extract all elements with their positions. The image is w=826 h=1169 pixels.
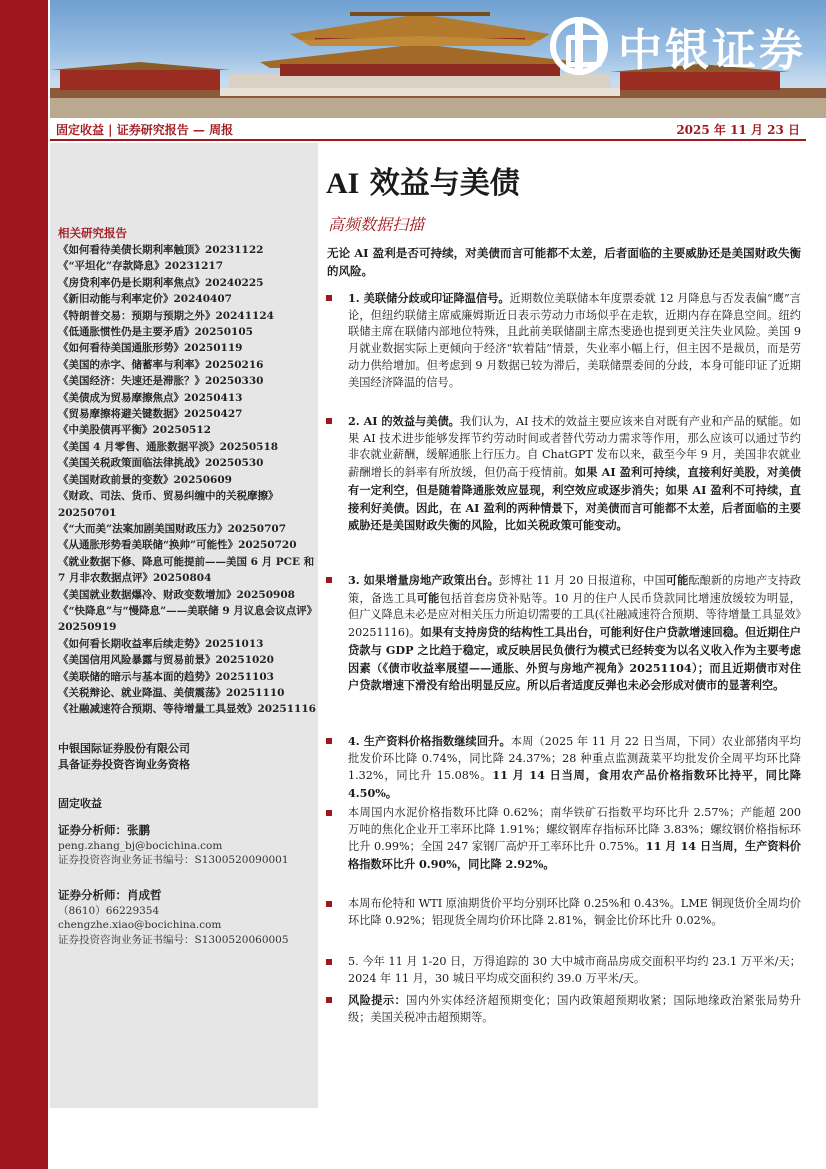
analyst-name: 证券分析师：肖成哲 (58, 888, 162, 902)
company-qualification: 具备证券投资咨询业务资格 (58, 758, 190, 771)
related-report-item[interactable]: 《低通胀惯性仍是主要矛盾》20250105 (58, 326, 253, 339)
point-body: 我们认为，AI 技术的效益主要应该来自对既有产业和产品的赋能。如果 AI 技术进步能够发挥节约劳动时间或者替代劳动力需求等作用，那么应该可以通过节约非农就业薪酬，缓解通胀上行压力。自 ChatGPT 发布以来，截至今年 9 月，美国非农就业薪酬增长的斜率有所放缓，但仍高于疫情前。 (348, 415, 801, 480)
point-body: 包括首套房贷补贴等。10 月的住户人民币贷款同比增速放缓较为明显，但广义降息未必是应对相关压力所迫切需要的工具(《社融减速符合预期、等待增量工具显效》20251116)。 (348, 591, 801, 640)
key-point (348, 805, 801, 874)
sector-label: 固定收益 (58, 797, 102, 810)
report-title-rest: 效益与美债 (359, 166, 520, 201)
bullet-square-icon (326, 997, 332, 1003)
point-heading: 2. AI 的效益与美债。 (348, 414, 460, 428)
bullet-square-icon (326, 959, 332, 965)
key-point (348, 413, 801, 535)
analyst-email[interactable]: chengzhe.xiao@bocichina.com (58, 919, 222, 931)
analyst-email[interactable]: peng.zhang_bj@bocichina.com (58, 839, 223, 852)
point-heading: 风险提示： (348, 993, 407, 1007)
related-reports-title: 相关研究报告 (58, 226, 127, 240)
bullet-square-icon (326, 295, 332, 301)
key-point (348, 954, 801, 987)
related-report-item[interactable]: 《美联储的暗示与基本面的趋势》20251103 (58, 670, 274, 683)
analyst-card (58, 888, 289, 947)
brand-name: 中银证券 (618, 25, 806, 76)
point-emphasis: 如果有支持房贷的结构性工具出台，可能利好住户贷款增速回稳。但近期住户贷款与 GDP 之比趋于稳定，或反映居民负债行为模式已经转变为以名义收入作为主要考虑因素（《债市收益率展望——通胀、外贸与房地产视角》20251104）；而且近期债市对住户贷款增速下滑没有给出明显反应。所以后者适度反弹也未必会形成对债市的显著利空。 (348, 625, 801, 693)
analyst-name: 证券分析师：张鹏 (58, 823, 150, 837)
point-emphasis: 可能 (416, 590, 440, 605)
report-title (326, 158, 520, 202)
bullet-square-icon (326, 901, 332, 907)
related-report-item[interactable]: 《财政、司法、货币、贸易纠缠中的关税摩擦》20250701 (58, 490, 279, 519)
bullet-square-icon (326, 810, 332, 816)
related-report-item[interactable]: 《如何看待美国通胀形势》20250119 (58, 342, 243, 355)
related-report-item[interactable]: 《如何看长期收益率后续走势》20251013 (58, 637, 264, 650)
related-report-item[interactable]: 《关税辩论、就业降温、美债震荡》20251110 (58, 686, 285, 699)
point-heading: 1. 美联储分歧或印证降温信号。 (348, 291, 510, 305)
brand-logo (550, 14, 806, 78)
analyst-card (58, 823, 289, 868)
point-emphasis: 11 月 14 日当周，食用农产品价格指数环比持平，同比降 4.50%。 (348, 768, 801, 801)
related-report-item[interactable]: 《美国关税政策面临法律挑战》20250530 (58, 457, 264, 470)
point-body: 本周国内水泥价格指数环比降 0.62%；南华铁矿石指数平均环比升 2.57%；产能超 200 万吨的焦化企业开工率环比降 1.91%；螺纹钢库存指标环比降 3.83%；螺纹钢价格指标环比升 0.99%；全国 247 家钢厂高炉开工率环比升 0.75%。 (348, 806, 801, 854)
point-body: 本周（2025 年 11 月 22 日当周，下同）农业部猪肉平均批发价环比降 0.74%，同比降 24.37%；28 种重点监测蔬菜平均批发价全周平均环比降 1.32%，同比升 15.08%。 (348, 735, 801, 783)
related-report-item[interactable]: 《美国就业数据爆冷、财政变数增加》20250908 (58, 588, 295, 601)
analyst-license: 证券投资咨询业务证书编号：S1300520090001 (58, 854, 289, 866)
risk-warning (348, 992, 801, 1026)
report-date: 2025 年 11 月 23 日 (676, 123, 800, 137)
key-point (348, 572, 801, 695)
related-report-item[interactable]: 《从通胀形势看美联储“换帅”可能性》20250720 (58, 539, 297, 552)
related-report-item[interactable]: 《如何看待美债长期利率触顶》20231122 (58, 244, 264, 256)
related-report-item[interactable]: 《新旧动能与利率定价》20240407 (58, 293, 232, 306)
report-title-ai: AI (326, 167, 360, 200)
related-report-item[interactable]: 《美国 4 月零售、通胀数据平淡》20250518 (58, 440, 279, 453)
related-report-item[interactable]: 《社融减速符合预期、等待增量工具显效》20251116 (58, 703, 316, 716)
bank-of-china-logo-icon (550, 17, 608, 75)
related-reports-list (58, 242, 316, 718)
key-point (348, 896, 801, 929)
point-body: 彭博社 11 月 20 日报道称，中国 (498, 574, 666, 587)
point-heading: 4. 生产资料价格指数继续回升。 (348, 734, 511, 748)
bullet-square-icon (326, 418, 332, 424)
related-report-item[interactable]: 《“快降息”与“慢降息”——美联储 9 月议息会议点评》20250919 (58, 604, 313, 634)
bullet-square-icon (326, 577, 332, 583)
header-banner (50, 0, 826, 118)
related-report-item[interactable]: 《美国信用风险暴露与贸易前景》20251020 (58, 654, 274, 667)
related-report-item[interactable]: 《“大而美”法案加剧美国财政压力》20250707 (58, 522, 287, 535)
report-summary: 无论 AI 盈利是否可持续，对美债而言可能都不太差，后者面临的主要威胁还是美国财政失衡的风险。 (327, 246, 801, 278)
point-heading: 3. 如果增量房地产政策出台。 (348, 573, 499, 587)
point-body: 5. 今年 11 月 1-20 日，万得追踪的 30 大中城市商品房成交面积平均约 23.1 万平米/天；2024 年 11 月，30 城日平均成交面积约 39.0 万平米/天。 (348, 955, 801, 985)
company-info (58, 741, 190, 773)
related-report-item[interactable]: 《就业数据下修、降息可能提前——美国 6 月 PCE 和 7 月非农数据点评》20250804 (58, 555, 315, 585)
related-report-item[interactable]: 《美国的赤字、储蓄率与利率》20250216 (58, 358, 264, 371)
point-emphasis: 可能 (665, 573, 689, 587)
related-report-item[interactable]: 《贸易摩擦将避关键数据》20250427 (58, 408, 243, 421)
related-report-item[interactable]: 《“平坦化”存款降息》20231217 (58, 260, 224, 273)
point-emphasis: 如果 AI 盈利可持续，直接利好美股，对美债有一定利空，但是随着降通胀效应显现，利空效应或逐步消失；如果 AI 盈利不可持续，直接利好美债。因此，在 AI 盈利的两种情景下，对美债而言可能都不太差，后者面临的主要威胁还是美国财政失衡的风险，比如关税政策可能变动。 (348, 465, 801, 533)
bullet-square-icon (326, 738, 332, 744)
related-report-item[interactable]: 《中美股债再平衡》20250512 (58, 424, 211, 437)
point-emphasis: 11 月 14 日当周，生产资料价格指数环比升 0.90%，同比降 2.92%。 (348, 839, 801, 872)
point-body: 酝酿新的房地产支持政策，备选工具 (348, 574, 801, 605)
related-report-item[interactable]: 《美债成为贸易摩擦焦点》20250413 (58, 391, 243, 404)
report-category-line (50, 119, 806, 141)
related-report-item[interactable]: 《特朗普交易：预期与预期之外》20241124 (58, 309, 274, 322)
company-name: 中银国际证券股份有限公司 (58, 742, 190, 755)
key-point (348, 290, 801, 391)
key-point (348, 733, 801, 803)
report-subtitle: 高频数据扫描 (328, 215, 425, 234)
point-body: 国内外实体经济超预期变化；国内政策超预期收紧；国际地缘政治紧张局势升级；美国关税冲击超预期等。 (348, 994, 801, 1024)
point-body: 近期数位美联储本年度票委就 12 月降息与否发表偏“鹰”言论，但纽约联储主席威廉姆斯近日表示劳动力市场似乎在走软，近期内存在降息空间。纽约联储主席在联储内部地位特殊，且此前美联储副主席杰斐逊也提到更关注失业风险。美国 9 月就业数据实际上更倾向于经济“软着陆”情景，失业率小幅上行，但主因不是裁员，而是劳动力供给增加。但考虑到 9 月数据已较为滞后，美联储票委间的分歧，本身可能印证了近期美国经济降温的信号。 (348, 292, 801, 389)
sidebar (50, 143, 318, 1108)
point-body: 本周布伦特和 WTI 原油期货价平均分别环比降 0.25%和 0.43%。LME 铜现货价全周均价环比降 0.92%；铝现货全周均价环比降 2.81%，铜金比价环比升 0.02%。 (348, 897, 801, 927)
brand-side-bar (0, 0, 48, 1169)
related-report-item[interactable]: 《美国经济：失速还是滞胀？》20250330 (58, 375, 264, 388)
analyst-phone: （8610）66229354 (58, 904, 160, 917)
related-report-item[interactable]: 《美国财政前景的变数》20250609 (58, 473, 232, 486)
related-report-item[interactable]: 《房贷利率仍是长期利率焦点》20240225 (58, 276, 264, 289)
analyst-license: 证券投资咨询业务证书编号：S1300520060005 (58, 933, 289, 946)
report-category: 固定收益 | 证券研究报告 — 周报 (56, 123, 234, 137)
